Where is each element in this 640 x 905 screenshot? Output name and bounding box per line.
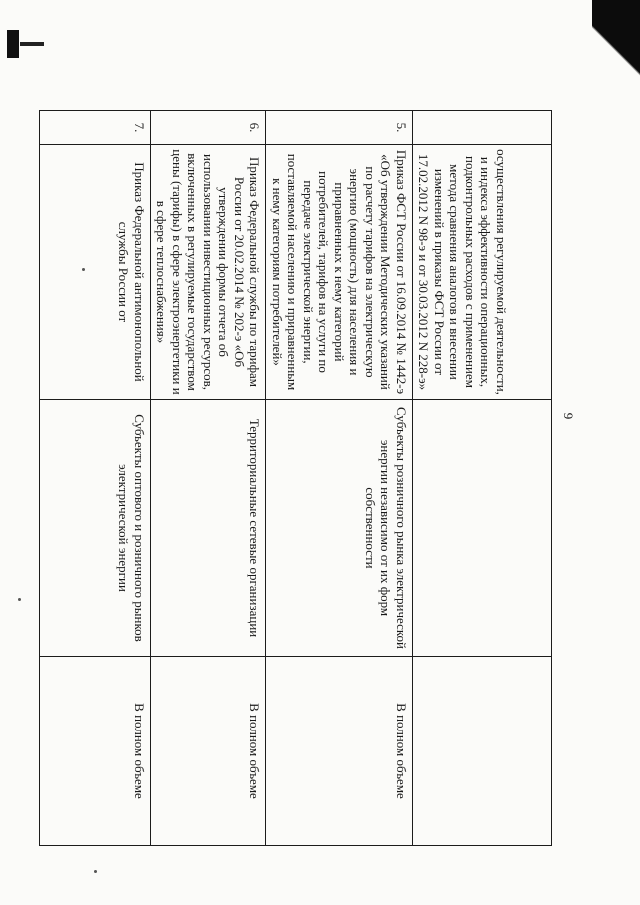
table-row (151, 111, 267, 846)
regulations-table (39, 110, 552, 846)
document-sheet (35, 50, 580, 855)
volume-cell: В полном объеме (151, 657, 267, 846)
row-number-cell: 6. (151, 111, 267, 145)
row-number-cell: 7. (40, 111, 151, 145)
row-number-cell (413, 111, 552, 145)
subjects-cell: Территориальные сетевые организации (151, 400, 267, 657)
page-number: 9 (561, 412, 576, 420)
document-cell: осуществления регулируемой деятельности, и индекса эффективности операционных, подконтрольных расходов с применением метода сравнения аналогов и внесении изменений в приказы ФСТ России от 17.02.2012 N 98-э и от 30.03.2012 N 228-э» (413, 145, 552, 400)
scan-speck (94, 870, 97, 873)
scan-artifact-mark (7, 30, 19, 58)
document-cell: Приказ Федеральной антимонопольной службы России от (40, 145, 151, 400)
scan-speck (18, 598, 21, 601)
document-cell: Приказ Федеральной службы по тарифам России от 20.02.2014 № 202-э «Об утверждении формы отчета об использовании инвестиционных ресурсов, включенных в регулируемые государством цены (тарифы) в сфере электроэнергетики и в сфере теплоснабжения» (151, 145, 267, 400)
row-number-cell: 5. (266, 111, 413, 145)
table-row (413, 111, 552, 846)
scan-artifact-dash (20, 42, 44, 46)
subjects-cell: Субъекты розничного рынка электрической энергии независимо от их форм собственности (266, 400, 413, 657)
document-cell: Приказ ФСТ России от 16.09.2014 № 1442-э «Об утверждении Методических указаний по расчету тарифов на электрическую энергию (мощность) для населения и приравненных к нему категорий потребителей, тарифов на услуги по передаче электрической энергии, поставляемой населению и приравненным к нему категориям потребителей» (266, 145, 413, 400)
volume-cell (413, 657, 552, 846)
volume-cell: В полном объеме (40, 657, 151, 846)
table-row (40, 111, 151, 846)
volume-cell: В полном объеме (266, 657, 413, 846)
subjects-cell (413, 400, 552, 657)
table-row (266, 111, 413, 846)
scan-corner-shadow (592, 0, 640, 104)
subjects-cell: Субъекты оптового и розничного рынков электрической энергии (40, 400, 151, 657)
